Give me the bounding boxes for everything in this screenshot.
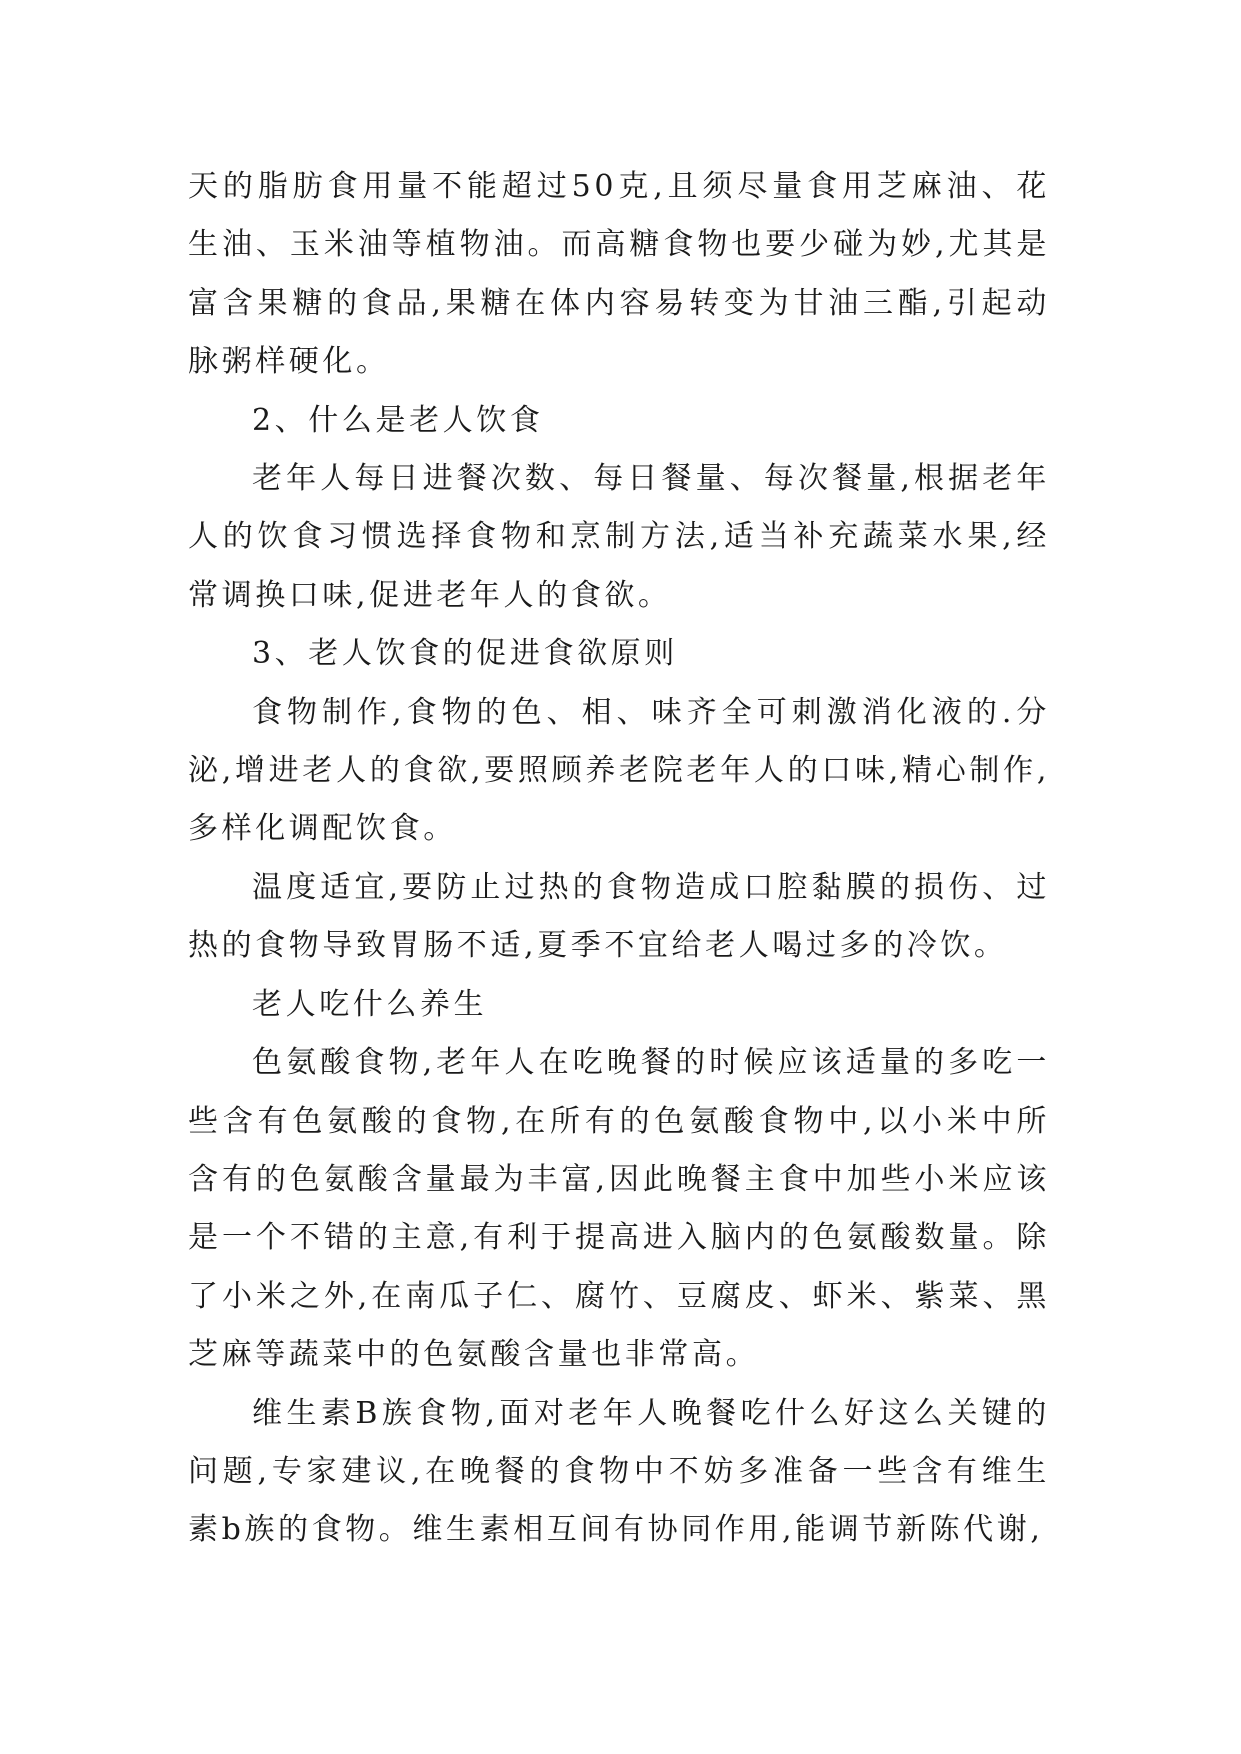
- paragraph-9: 维生素B族食物,面对老年人晚餐吃什么好这么关键的问题,专家建议,在晚餐的食物中不妨多准备一些含有维生素b族的食物。维生素相互间有协同作用,能调节新陈代谢,: [188, 1395, 1050, 1548]
- paragraph-5: 食物制作,食物的色、相、味齐全可刺激消化液的.分泌,增进老人的食欲,要照顾养老院老年人的口味,精心制作,多样化调配饮食。: [188, 694, 1050, 847]
- paragraph-6: 温度适宜,要防止过热的食物造成口腔黏膜的损伤、过热的食物导致胃肠不适,夏季不宜给老人喝过多的冷饮。: [188, 869, 1050, 964]
- paragraph-1: 天的脂肪食用量不能超过50克,且须尽量食用芝麻油、花生油、玉米油等植物油。而高糖食物也要少碰为妙,尤其是富含果糖的食品,果糖在体内容易转变为甘油三酯,引起动脉粥样硬化。: [188, 169, 1050, 380]
- document-body: [188, 158, 1050, 1560]
- paragraph-3: 老年人每日进餐次数、每日餐量、每次餐量,根据老年人的饮食习惯选择食物和烹制方法,适当补充蔬菜水果,经常调换口味,促进老年人的食欲。: [188, 461, 1050, 613]
- paragraph-8: 色氨酸食物,老年人在吃晚餐的时候应该适量的多吃一些含有色氨酸的食物,在所有的色氨酸食物中,以小米中所含有的色氨酸含量最为丰富,因此晚餐主食中加些小米应该是一个不错的主意,有利于提高进入脑内的色氨酸数量。除了小米之外,在南瓜子仁、腐竹、豆腐皮、虾米、紫菜、黑芝麻等蔬菜中的色氨酸含量也非常高。: [188, 1045, 1050, 1373]
- section-heading-2: 2、什么是老人饮食: [252, 402, 544, 438]
- section-heading-4: 3、老人饮食的促进食欲原则: [252, 636, 678, 672]
- section-heading-7: 老人吃什么养生: [252, 986, 488, 1022]
